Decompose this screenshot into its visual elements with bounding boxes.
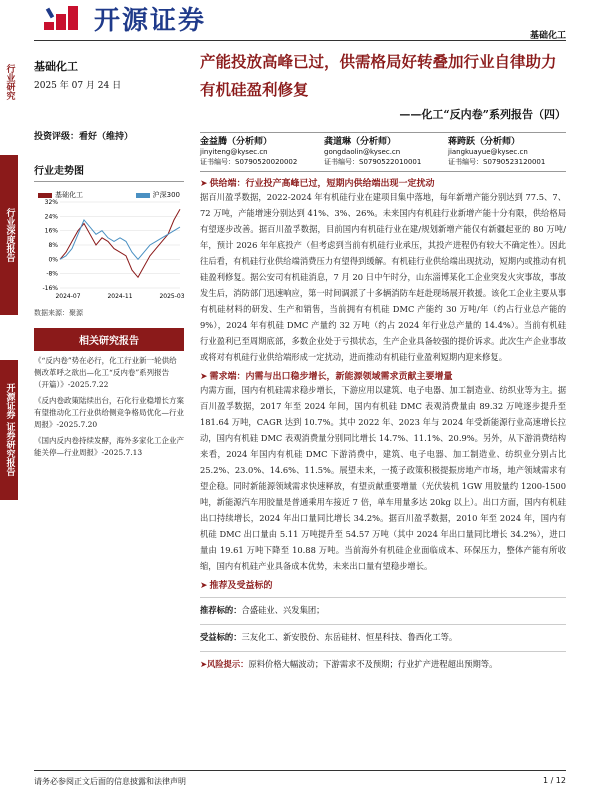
legend-swatch-series-1 (136, 193, 150, 198)
page-number: 1 / 12 (542, 776, 566, 785)
trend-chart-svg (34, 188, 184, 304)
section-head-recommend-text: 推荐及受益标的 (209, 581, 273, 591)
benefit-stocks (200, 624, 566, 645)
header-rule (34, 40, 566, 41)
section-head-recommend (200, 578, 566, 591)
x-tick-label: 2024-11 (107, 293, 133, 300)
author-name: 龚道琳（分析师） (324, 137, 397, 147)
series-line-0 (60, 209, 180, 277)
related-report-item[interactable]: 《国内反内卷持续发酵，海外多家化工企业产能关停—行业周报》-2025.7.13 (34, 436, 184, 457)
side-strip-bottom (0, 360, 18, 500)
risk-label: 风险提示： (206, 659, 249, 669)
section-supply-text: 据百川盈孚数据，2022-2024 年有机硅行业在建项目集中落地，每年新增产能分别达到 77.5、7、72 万吨，产能增速分别达到 41%、3%、26%。未来国内有机硅行业新增产能十分有限，供给格局有望逐步改善。据百川盈孚数据，目前国内有机硅行业在建/规划新增产能仅有新疆起亚的 80 万吨/年，预计 2026 年年底投产（但考虑到当前有机硅行业承压，其投产进程仍有较大不确定性）。因此往后看，有机硅行业供给端消费压力有望得到缓解。有机硅行业供给端出现扰动，短期内或推动有机硅盈利修复。据公安司有机硅消息，7 月 20 日中午时分，山东淄博某化工企业突发火灾事故，事故发生后，消防部门迅速响应，第一时间调派了十多辆消防车赶赴现场展开救援。该化工企业主要从事有机硅材料的研发、生产和销售，当前拥有有机硅 DMC 产能约 30 万吨/年（约占行业总产能的 9%），2024 年有机硅 DMC 产量约 32 万吨（约占 2024 年行业总产量的 14.4%）。当前有机硅行业盈利已至周期底部，多数企业处于亏损状态，生产企业具备较强的提价诉求。此次生产企业事故或将对有机硅行业供给端形成一定扰动，进而推动有机硅行业盈利短期内迎来修复。 (200, 192, 566, 362)
risk-value: 原料价格大幅波动；下游需求不及预期；行业扩产进程超出预期等。 (248, 659, 498, 669)
trend-chart-title: 行业走势图 (34, 162, 184, 182)
industry-name: 基础化工 (34, 60, 78, 73)
side-strip-top-text: 行业研究 (4, 64, 15, 100)
y-tick-label: -16% (42, 285, 58, 292)
x-tick-label: 2024-07 (55, 293, 81, 300)
header-industry-label: 基础化工 (529, 31, 566, 41)
footer-rule (34, 770, 566, 771)
bullet-arrow-icon: ➤ (200, 581, 208, 591)
related-report-item[interactable]: 《“反内卷”势在必行，化工行业新一轮供给侧改革呼之欲出—化工“反内卷”系列报告（开篇）》-2025.7.22 (34, 356, 177, 389)
series-line-1 (60, 220, 180, 259)
investment-rating: 投资评级：看好（维持） (34, 132, 134, 142)
authors-rule (200, 171, 566, 172)
authors-row (200, 132, 566, 167)
recommended-label: 推荐标的： (200, 605, 242, 615)
legend-item-series-1 (136, 190, 180, 200)
author-cert: 证书编号：S0790523120001 (448, 158, 546, 166)
author-email[interactable]: jiangkuayue@kysec.cn (448, 148, 528, 156)
related-report-item[interactable]: 《反内卷政策陆续出台，石化行业稳增长方案有望推动化工行业供给侧竞争格局优化—行业周报》-2025.7.20 (34, 396, 184, 429)
bullet-arrow-icon: ➤ (200, 179, 208, 189)
author-card (200, 137, 318, 167)
side-strip-mid (0, 155, 18, 315)
risk-warning (200, 651, 566, 672)
side-strip-top (0, 42, 18, 122)
y-tick-label: -8% (46, 270, 58, 278)
y-tick-label: 0% (48, 256, 58, 264)
brand-logo (44, 2, 284, 34)
author-name: 金益腾（分析师） (200, 137, 273, 147)
section-head-supply (200, 176, 566, 189)
footer-disclaimer[interactable]: 请务必参阅正文后面的信息披露和法律声明 (34, 777, 186, 786)
author-cert: 证书编号：S0790520020002 (200, 158, 298, 166)
y-tick-label: 32% (44, 199, 58, 206)
side-strip-bottom-text: 开源证券 证券研究报告 (4, 383, 15, 477)
main-column (200, 48, 566, 672)
author-card (324, 137, 442, 167)
trend-chart (34, 188, 184, 304)
section-head-demand-text: 需求端：内需与出口稳步增长，新能源领域需求贡献主要增量 (209, 372, 453, 382)
legend-label-series-0: 基础化工 (55, 191, 83, 199)
legend-item-series-0 (38, 190, 83, 200)
recommended-stocks (200, 597, 566, 618)
chart-legend (38, 190, 180, 200)
report-title: 产能投放高峰已过，供需格局好转叠加行业自律助力有机硅盈利修复 (200, 52, 557, 99)
benefit-label: 受益标的： (200, 632, 242, 642)
legend-swatch-series-0 (38, 193, 52, 198)
logo-mark-icon (44, 4, 84, 32)
author-card (448, 137, 566, 167)
y-tick-label: 8% (48, 242, 58, 249)
author-cert: 证书编号：S0790522010001 (324, 158, 422, 166)
y-tick-label: 16% (44, 227, 58, 235)
bullet-arrow-icon: ➤ (200, 659, 207, 669)
brand-name: 开源证券 (94, 5, 207, 36)
data-source: 数据来源：聚源 (34, 309, 83, 317)
author-email[interactable]: jinyiteng@kysec.cn (200, 148, 268, 156)
author-name: 蒋跨跃（分析师） (448, 137, 521, 147)
report-subtitle: ——化工“反内卷”系列报告（四） (399, 108, 566, 121)
recommended-value: 合盛硅业、兴发集团； (241, 605, 325, 615)
section-head-supply-text: 供给端：行业投产高峰已过，短期内供给端出现一定扰动 (209, 179, 435, 189)
left-column (34, 48, 184, 459)
x-tick-label: 2025-03 (159, 293, 184, 300)
report-date: 2025 年 07 月 24 日 (34, 81, 122, 91)
related-reports-title: 相关研究报告 (34, 328, 184, 351)
y-tick-label: 24% (44, 213, 58, 221)
legend-label-series-1: 沪深300 (152, 191, 180, 199)
benefit-value: 三友化工、新安股份、东岳硅材、恒星科技、鲁西化工等。 (241, 632, 458, 642)
section-head-demand (200, 369, 566, 382)
bullet-arrow-icon: ➤ (200, 372, 208, 382)
section-demand-text: 内需方面，国内有机硅需求稳步增长，下游应用以建筑、电子电器、加工制造业、纺织业等为主。据百川盈孚数据，2017 年至 2024 年间，国内有机硅 DMC 表观消费量由 89.32 万吨逐步提升至 181.64 万吨，CAGR 达到 10.7%。其中 2022 年、2023 年与 2024 年受新能源行业高速增长拉动，国内有机硅 DMC 表观消费量分别同比增长 14.7%、11.1%、20.9%。另外，从下游消费结构来看，2024 年国内有机硅 DMC 下游消费中，建筑、电子电器、加工制造业、纺织业分别占比 25.2%、23.0%、14.6%、11.5%。展望未来，一揽子政策积极提振房地产市场，地产领域需求有望企稳。同时新能源领域需求快速释放，有望贡献重要增量（光伏装机 1GW 用胶量约 1200-1500 吨，新能源汽车用胶量是普通乘用车接近 7 倍，单车用量多达 20kg 以上）。出口方面，国内有机硅出口持续增长，2024 年出口量同比增长 34.2%。据百川盈孚数据，2010 年至 2024 年，国内有机硅 DMC 出口量由 5.11 万吨提升至 54.57 万吨（其中 2024 年出口量同比增长 34.2%），进口量由 19.61 万吨下降至 10.88 万吨。当前海外有机硅企业面临成本、环保压力，整体产能有所收缩，国内有机硅产业具备成本优势，未来出口量有望稳步增长。 (200, 385, 566, 571)
side-strip-mid-text: 行业深度报告 (4, 208, 15, 262)
author-email[interactable]: gongdaolin@kysec.cn (324, 148, 401, 156)
